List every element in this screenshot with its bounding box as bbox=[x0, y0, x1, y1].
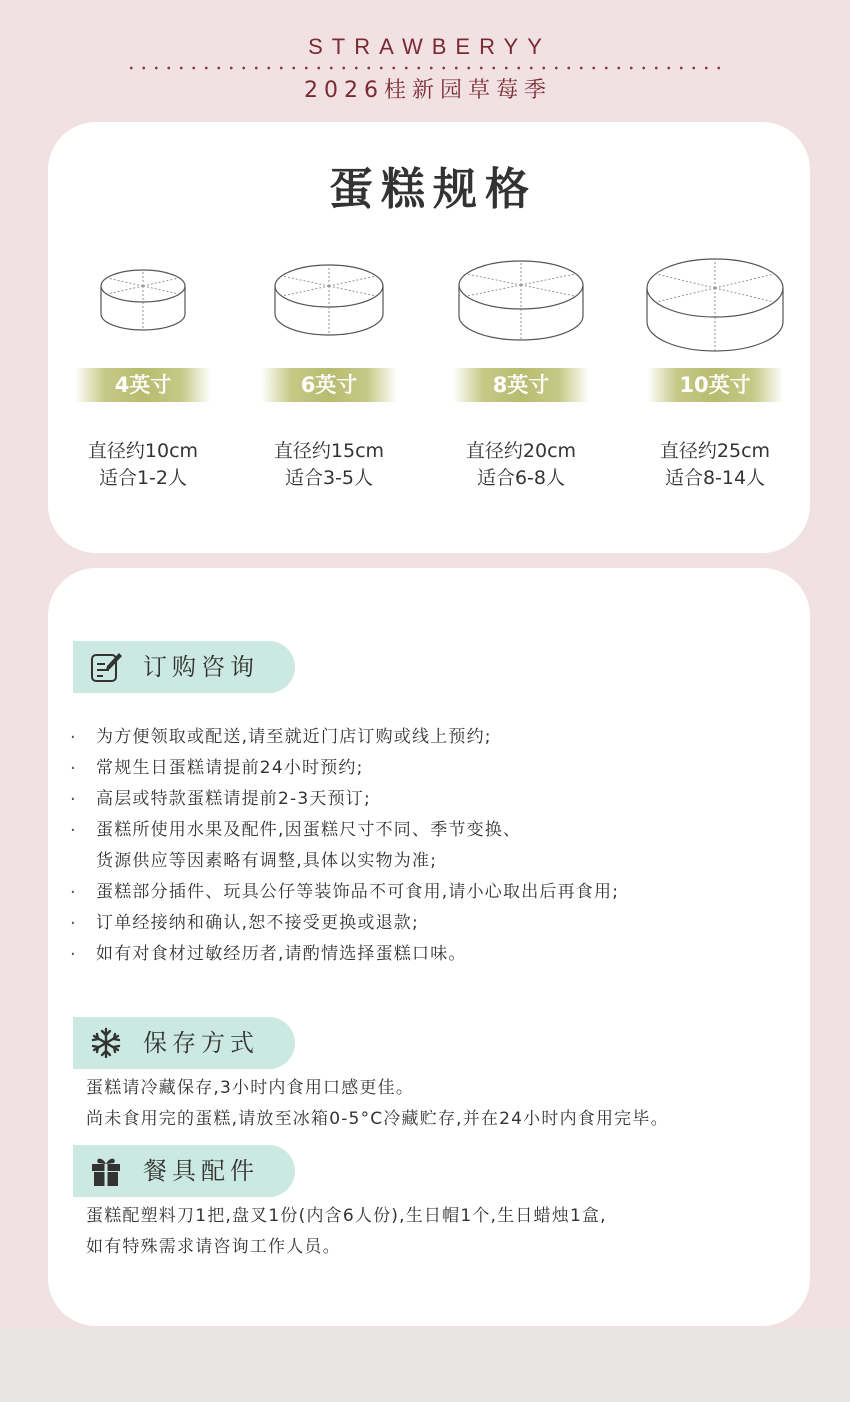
tableware-section-header bbox=[73, 1145, 295, 1197]
tableware-line: 蛋糕配塑料刀1把,盘叉1份(内含6人份),生日帽1个,生日蜡烛1盒, bbox=[86, 1206, 607, 1226]
diameter-6in: 直径约15cm bbox=[273, 440, 385, 462]
storage-section-header bbox=[73, 1017, 295, 1069]
tableware-line: 如有特殊需求请咨询工作人员。 bbox=[86, 1237, 341, 1257]
serves-4in: 适合1-2人 bbox=[98, 467, 188, 489]
tableware-title: 餐具配件 bbox=[143, 1157, 259, 1185]
storage-title: 保存方式 bbox=[143, 1029, 259, 1057]
spec-card bbox=[48, 122, 810, 553]
ordering-title: 订购咨询 bbox=[143, 653, 259, 681]
list-item: · 高层或特款蛋糕请提前2-3天预订; bbox=[70, 784, 790, 815]
tableware-text bbox=[86, 1201, 607, 1263]
season-subtitle: 2026桂新园草莓季 bbox=[304, 78, 552, 103]
ordering-list bbox=[70, 722, 790, 970]
list-item: · 订单经接纳和确认,恕不接受更换或退款; bbox=[70, 908, 790, 939]
size-option-4in bbox=[48, 252, 238, 489]
cake-10in-icon bbox=[620, 252, 810, 352]
diameter-4in: 直径约10cm bbox=[87, 440, 199, 462]
list-item: · 如有对食材过敏经历者,请酌情选择蛋糕口味。 bbox=[70, 939, 790, 970]
size-tag-8in: 8英寸 bbox=[453, 368, 589, 402]
notepad-pen-icon bbox=[89, 650, 123, 684]
cake-4in-icon bbox=[48, 252, 238, 342]
storage-line: 尚未食用完的蛋糕,请放至冰箱0-5°C冷藏贮存,并在24小时内食用完毕。 bbox=[86, 1109, 669, 1129]
storage-text bbox=[86, 1073, 669, 1135]
diameter-10in: 直径约25cm bbox=[659, 440, 771, 462]
list-item: · 蛋糕所使用水果及配件,因蛋糕尺寸不同、季节变换、 bbox=[70, 815, 790, 846]
serves-8in: 适合6-8人 bbox=[476, 467, 566, 489]
size-option-6in bbox=[234, 252, 424, 489]
serves-6in: 适合3-5人 bbox=[284, 467, 374, 489]
serves-10in: 适合8-14人 bbox=[664, 467, 766, 489]
size-option-10in bbox=[620, 252, 810, 489]
size-tag-10in: 10英寸 bbox=[647, 368, 783, 402]
size-option-8in bbox=[426, 252, 616, 489]
info-card bbox=[48, 568, 810, 1326]
list-item-continued: 货源供应等因素略有调整,具体以实物为准; bbox=[96, 851, 438, 871]
spec-title: 蛋糕规格 bbox=[329, 164, 537, 215]
list-item: · 为方便领取或配送,请至就近门店订购或线上预约; bbox=[70, 722, 790, 753]
list-item: · 常规生日蛋糕请提前24小时预约; bbox=[70, 753, 790, 784]
storage-line: 蛋糕请冷藏保存,3小时内食用口感更佳。 bbox=[86, 1078, 415, 1098]
dotted-divider bbox=[125, 64, 725, 72]
list-item: · 蛋糕部分插件、玩具公仔等装饰品不可食用,请小心取出后再食用; bbox=[70, 877, 790, 908]
gift-icon bbox=[89, 1154, 123, 1188]
page-header bbox=[0, 34, 850, 106]
cake-8in-icon bbox=[426, 252, 616, 344]
size-tag-6in: 6英寸 bbox=[261, 368, 397, 402]
diameter-8in: 直径约20cm bbox=[465, 440, 577, 462]
bottom-strip bbox=[0, 1328, 850, 1402]
brand-name: STRAWBERYY bbox=[308, 34, 551, 59]
snowflake-icon bbox=[89, 1026, 123, 1060]
cake-6in-icon bbox=[234, 252, 424, 342]
ordering-section-header bbox=[73, 641, 295, 693]
size-tag-4in: 4英寸 bbox=[75, 368, 211, 402]
